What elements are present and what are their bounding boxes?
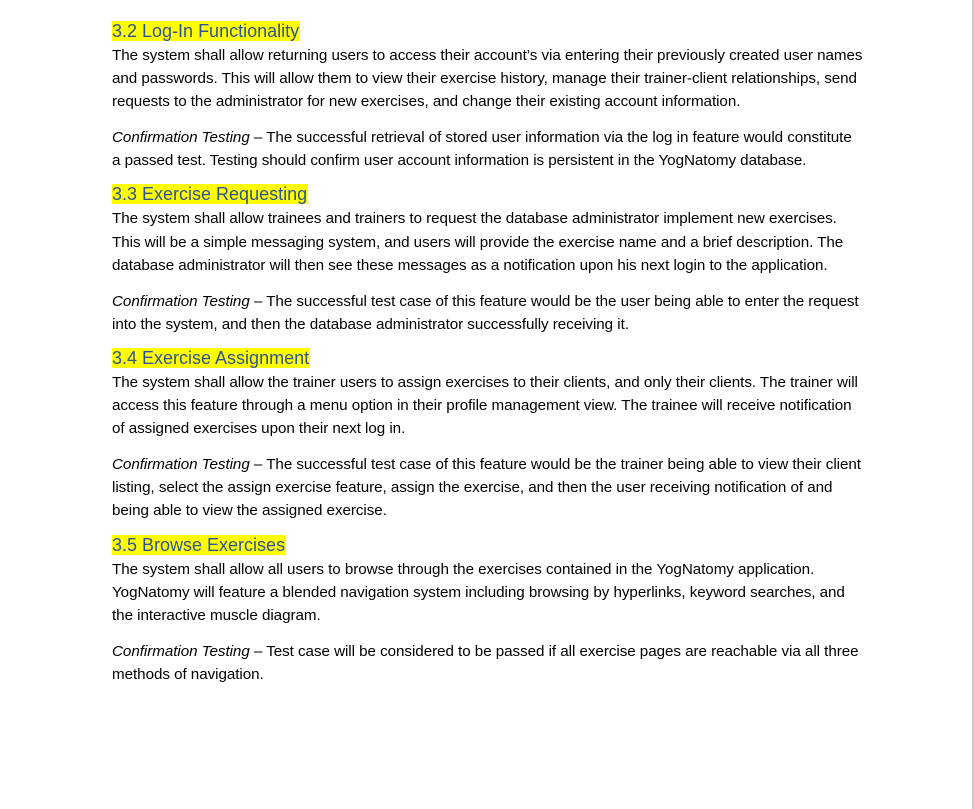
section-body: The system shall allow all users to browse through the exercises contained in the YogNatomy application. YogNatomy will feature a blended navigation system including browsing by hyperlinks, keyword searches, and the interactive muscle diagram. [112,560,845,624]
confirmation-text: – Test case will be considered to be passed if all exercise pages are reachable via all three methods of navigation. [112,642,859,683]
section-heading [112,346,864,371]
confirmation-paragraph [112,453,864,522]
section-body: The system shall allow trainees and trainers to request the database administrator implement new exercises. This will be a simple messaging system, and users will provide the exercise name and a brief description. The database administrator will then see these messages as a notification upon his next login to the application. [112,210,844,274]
confirmation-text: – The successful test case of this feature would be the user being able to enter the request into the system, and then the database administrator successfully receiving it. [112,292,859,333]
heading-text: 3.4 Exercise Assignment [112,347,310,368]
section-heading [112,182,864,207]
section-exercise-requesting [112,182,864,335]
confirmation-label: Confirmation Testing [112,456,250,474]
section-login-functionality [112,19,864,172]
confirmation-label: Confirmation Testing [112,292,250,310]
confirmation-text: – The successful retrieval of stored user information via the log in feature would constitute a passed test. Testing should confirm user account information is persistent in the YogNatomy database. [112,129,852,170]
document-page [112,19,864,696]
confirmation-text: – The successful test case of this feature would be the trainer being able to view their client listing, select the assign exercise feature, assign the exercise, and then the user receiving notification of and being able to view the assigned exercise. [112,456,861,520]
heading-text: 3.5 Browse Exercises [112,534,286,555]
heading-text: 3.3 Exercise Requesting [112,184,308,205]
section-body: The system shall allow returning users to access their account’s via entering their previously created user names and passwords. This will allow them to view their exercise history, manage their trainer-client relationships, send requests to the administrator for new exercises, and change their existing account information. [112,47,863,111]
confirmation-label: Confirmation Testing [112,642,250,660]
section-heading [112,19,864,44]
confirmation-paragraph [112,126,864,172]
section-exercise-assignment [112,346,864,523]
section-body: The system shall allow the trainer users to assign exercises to their clients, and only their clients. The trainer will access this feature through a menu option in their profile management view. The trainee will receive notification of assigned exercises upon their next log in. [112,373,858,438]
confirmation-label: Confirmation Testing [112,129,250,147]
confirmation-paragraph [112,290,864,336]
section-browse-exercises [112,533,864,686]
heading-text: 3.2 Log-In Functionality [112,21,300,41]
section-heading [112,533,864,558]
confirmation-paragraph [112,640,864,686]
